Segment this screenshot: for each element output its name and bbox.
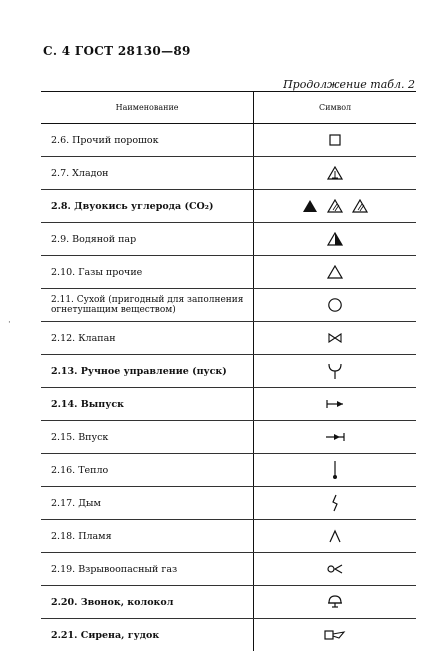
symbols-table <box>41 91 416 651</box>
row-name: 2.13. Ручное управление (пуск) <box>41 355 254 388</box>
table-header-row <box>41 92 416 124</box>
table-row <box>41 421 416 454</box>
table-row <box>41 355 416 388</box>
row-symbol <box>254 157 416 190</box>
row-symbol <box>254 421 416 454</box>
table-row <box>41 190 416 223</box>
row-name: 2.19. Взрывоопасный газ <box>41 553 254 586</box>
half-filled-triangle-icon <box>327 232 343 246</box>
row-name: 2.18. Пламя <box>41 520 254 553</box>
row-symbol <box>254 322 416 355</box>
table-row <box>41 454 416 487</box>
row-name: 2.10. Газы прочие <box>41 256 254 289</box>
row-symbol <box>254 520 416 553</box>
row-symbol <box>254 454 416 487</box>
table-row <box>41 157 416 190</box>
row-name: 2.7. Хладон <box>41 157 254 190</box>
table-row <box>41 289 416 322</box>
table-row <box>41 553 416 586</box>
hatched-triangle-icon <box>327 166 343 180</box>
row-symbol <box>254 388 416 421</box>
row-name: 2.15. Впуск <box>41 421 254 454</box>
row-name: 2.14. Выпуск <box>41 388 254 421</box>
siren-icon <box>324 629 346 641</box>
row-name: 2.8. Двуокись углерода (CO₂) <box>41 190 254 223</box>
table-row <box>41 487 416 520</box>
page-header: С. 4 ГОСТ 28130—89 <box>43 44 191 58</box>
table-row <box>41 520 416 553</box>
table-row <box>41 586 416 619</box>
open-triangle-icon <box>327 265 343 279</box>
row-symbol <box>254 553 416 586</box>
scan-speck: · <box>8 318 11 328</box>
row-name: 2.20. Звонок, колокол <box>41 586 254 619</box>
manual-control-icon <box>327 362 343 380</box>
three-triangles-icon <box>302 199 368 213</box>
row-symbol <box>254 487 416 520</box>
row-name: 2.16. Тепло <box>41 454 254 487</box>
explosive-gas-icon <box>326 564 344 574</box>
row-symbol <box>254 289 416 322</box>
row-symbol <box>254 619 416 651</box>
row-symbol <box>254 256 416 289</box>
row-name: 2.21. Сирена, гудок <box>41 619 254 651</box>
column-header-name: Наименование <box>41 92 254 124</box>
inlet-icon <box>324 432 346 442</box>
open-square-icon <box>328 133 342 147</box>
bell-icon <box>327 594 343 610</box>
table-row <box>41 388 416 421</box>
open-circle-icon <box>327 297 343 313</box>
valve-icon <box>327 333 343 343</box>
heat-icon <box>331 460 339 480</box>
flame-icon <box>328 529 342 543</box>
row-name: 2.11. Сухой (пригодный для заполнения огнетушащим веществом) <box>41 289 254 322</box>
table-row <box>41 256 416 289</box>
outlet-icon <box>325 399 345 409</box>
row-symbol <box>254 124 416 157</box>
row-symbol <box>254 586 416 619</box>
row-symbol <box>254 355 416 388</box>
table-row <box>41 124 416 157</box>
row-symbol <box>254 190 416 223</box>
smoke-icon <box>330 494 340 512</box>
row-name: 2.6. Прочий порошок <box>41 124 254 157</box>
row-name: 2.17. Дым <box>41 487 254 520</box>
table-row <box>41 322 416 355</box>
row-symbol <box>254 223 416 256</box>
column-header-symbol: Символ <box>254 92 416 124</box>
row-name: 2.9. Водяной пар <box>41 223 254 256</box>
table-continuation-label: Продолжение табл. 2 <box>283 78 415 91</box>
table-row <box>41 223 416 256</box>
row-name: 2.12. Клапан <box>41 322 254 355</box>
table-row <box>41 619 416 651</box>
